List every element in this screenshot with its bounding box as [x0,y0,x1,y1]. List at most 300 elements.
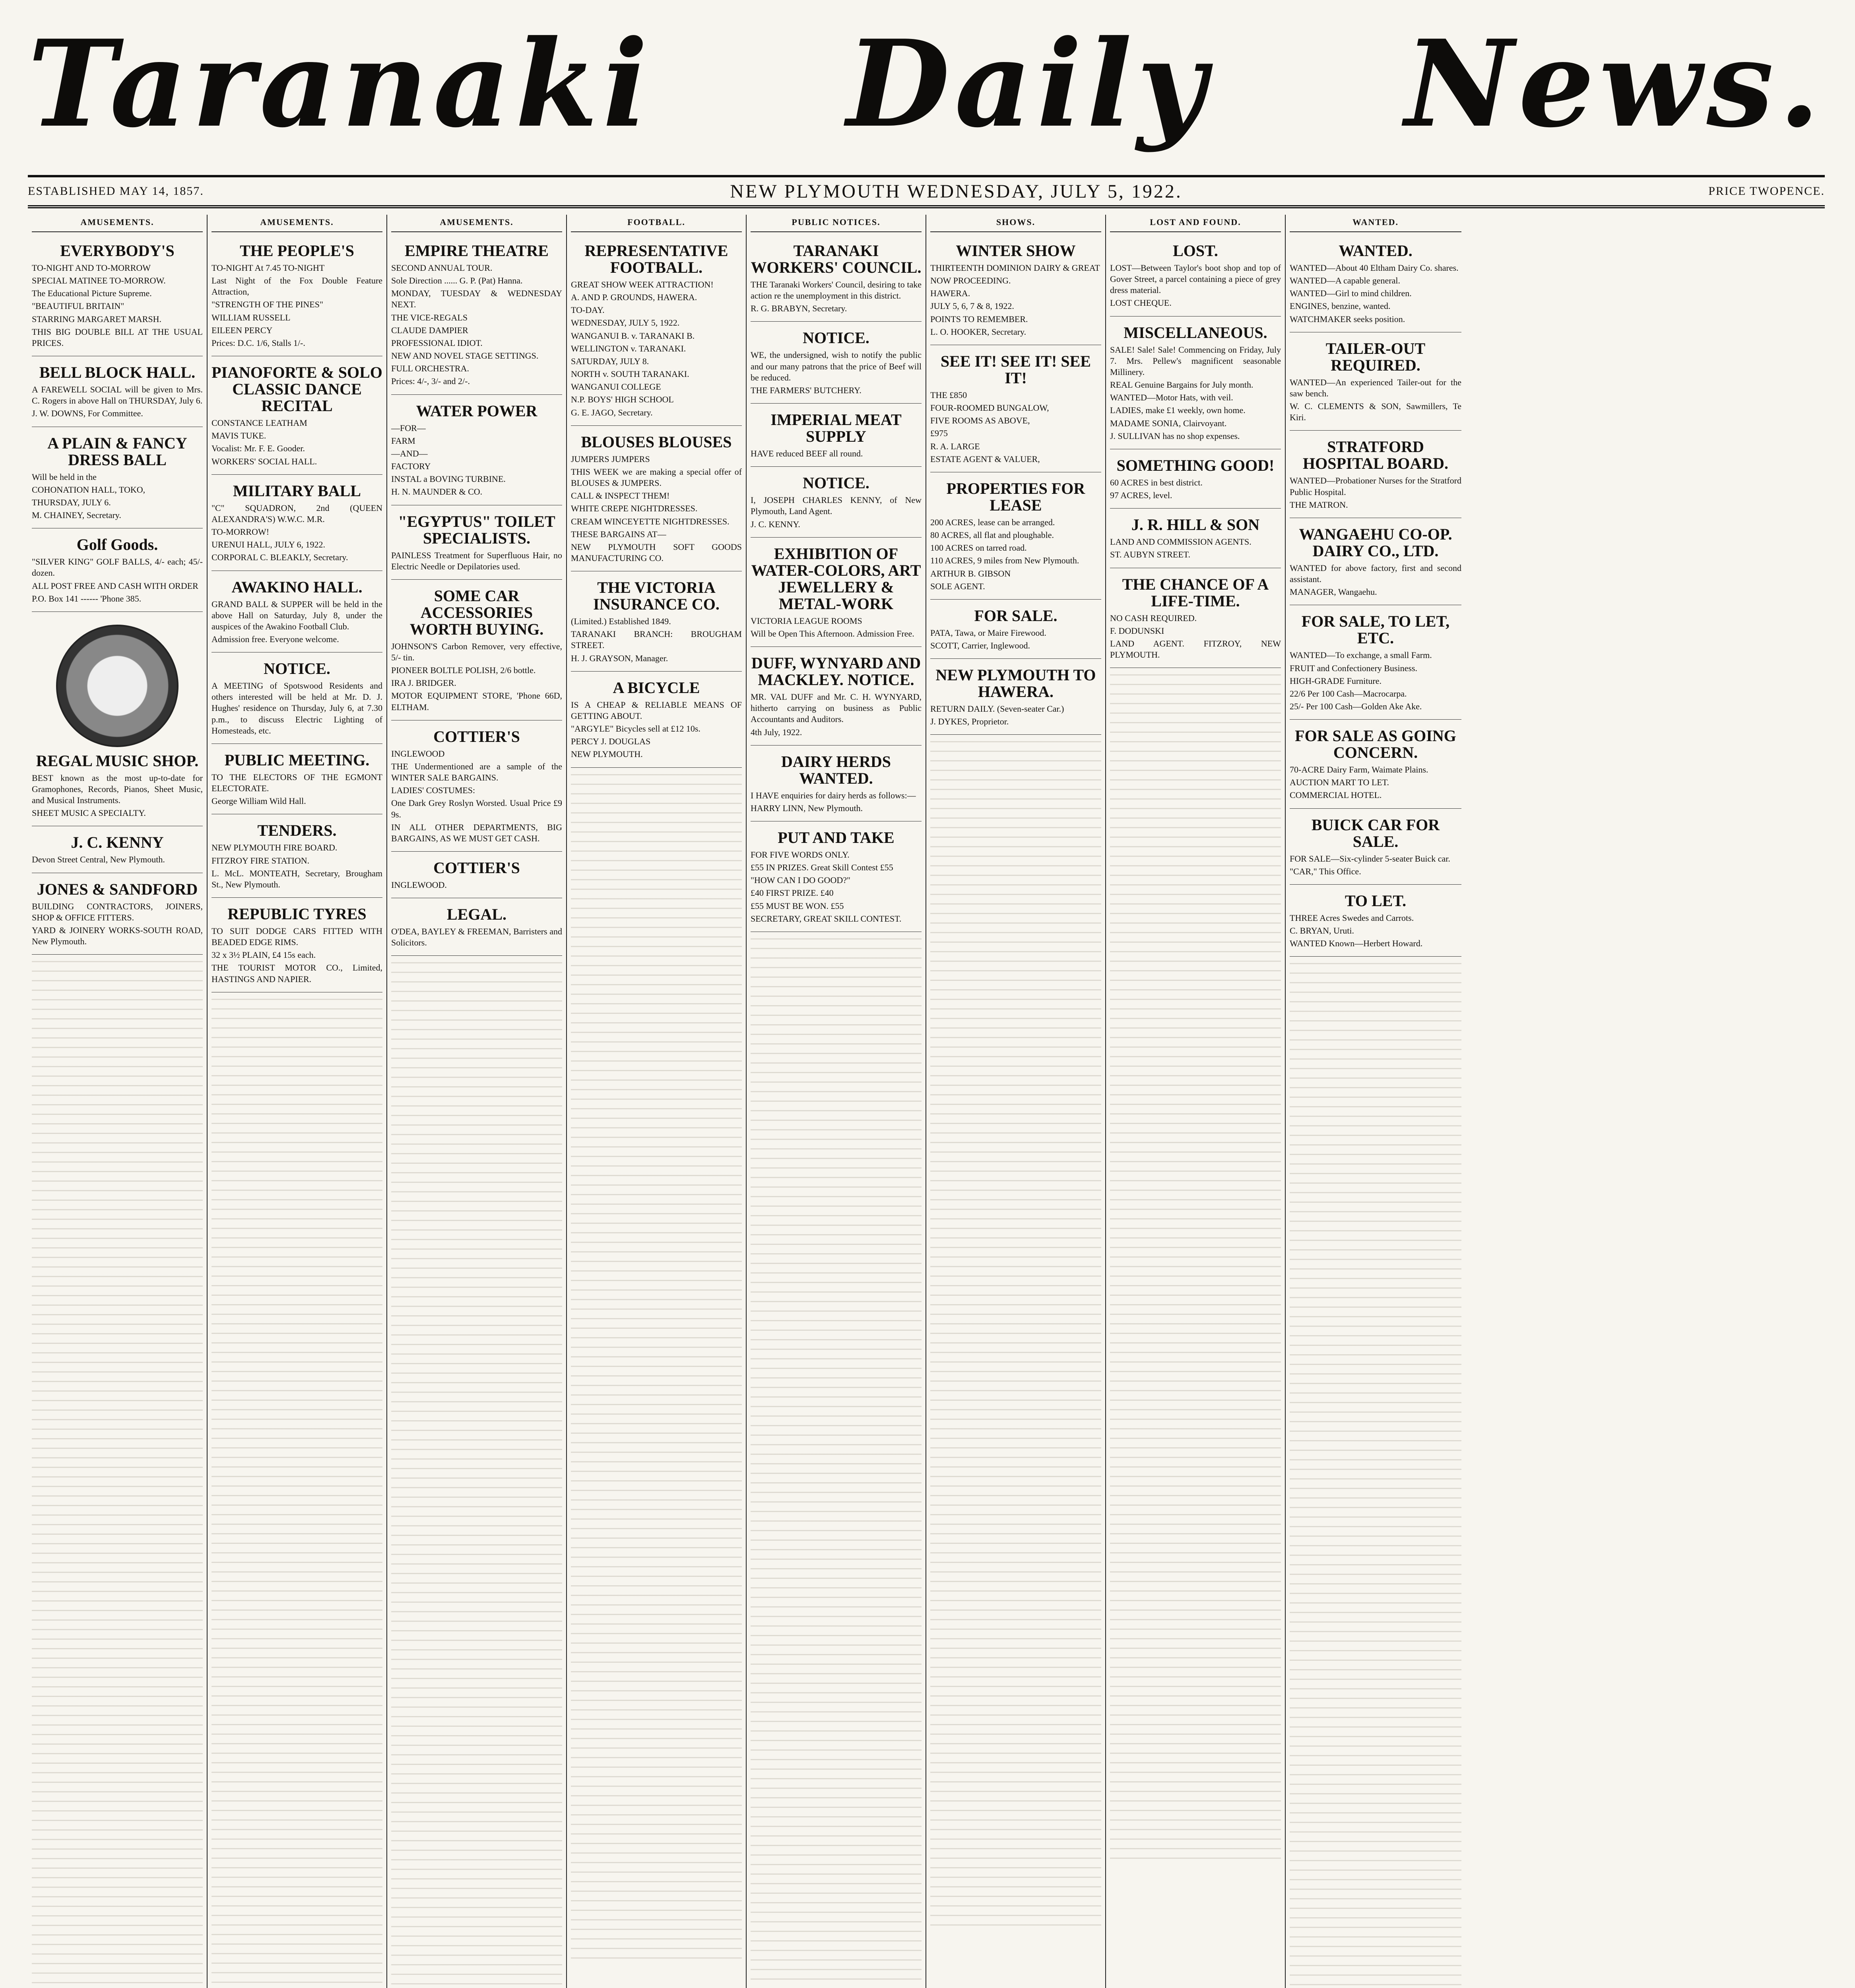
advertisement [751,650,922,746]
ad-line: TO-MORROW! [212,527,270,537]
ad-line: WANTED Known—Herbert Howard. [1290,938,1423,949]
ad-line: R. A. LARGE [930,441,980,451]
ad-line: JUMPERS JUMPERS [571,454,650,464]
ad-line: 100 ACRES on tarred road. [930,543,1027,553]
ad-title: TAILER-OUT REQUIRED. [1325,339,1426,374]
advertisement [751,749,922,821]
ad-line: NORTH v. SOUTH TARANAKI. [571,369,689,379]
ad-line: WEDNESDAY, JULY 5, 1922. [571,318,680,328]
ad-line: SATURDAY, JULY 8. [571,356,649,366]
ad-line: ENGINES, benzine, wanted. [1290,301,1391,311]
ad-line: INGLEWOOD. [391,880,447,890]
ad-line: LADIES' COSTUMES: [391,785,475,796]
advertisement [391,901,562,956]
ad-line: WELLINGTON v. TARANAKI. [571,343,686,353]
ad-line: WANTED—About 40 Eltham Dairy Co. shares. [1290,263,1459,273]
masthead [28,13,1825,154]
ad-line: A MEETING of Spotswood Residents and others interested will be held at Mr. D. J. Hughes' residence on Thursday, July 6, at 7.30 p.m., to discuss Electric Lighting of Homesteads, etc. [212,681,382,736]
ad-line: TO-NIGHT At 7.45 TO-NIGHT [212,263,325,273]
ad-title: TO LET. [1345,891,1407,910]
ad-line: J. SULLIVAN has no shop expenses. [1110,431,1240,441]
ad-line: SPECIAL MATINEE TO-MORROW. [32,276,166,286]
ad-line: J. C. KENNY. [751,519,800,529]
column-heading: AMUSEMENTS. [391,215,562,232]
advertisement [1110,512,1281,568]
ad-title: A BICYCLE [613,678,700,697]
ad-line: CORPORAL C. BLEAKLY, Secretary. [212,552,348,563]
ad-line: THIS BIG DOUBLE BILL AT THE USUAL PRICES. [32,326,203,348]
ad-title: COTTIER'S [433,859,520,877]
ad-line: STARRING MARGARET MARSH. [32,314,162,324]
ad-title: "EGYPTUS" TOILET SPECIALISTS. [398,512,555,547]
ad-line: TO SUIT DODGE CARS FITTED WITH BEADED EDGE RIMS. [212,926,382,947]
masthead-word-taranaki: Taranaki [28,13,653,154]
ad-title: WATER POWER [416,402,537,420]
ad-title: REPUBLIC TYRES [227,905,367,923]
ad-line: THREE Acres Swedes and Carrots. [1290,912,1414,923]
ad-line: ESTATE AGENT & VALUER, [930,454,1040,464]
ad-line: CREAM WINCEYETTE NIGHTDRESSES. [571,516,730,526]
ad-line: VICTORIA LEAGUE ROOMS [751,615,862,626]
ad-title: J. R. HILL & SON [1131,516,1260,534]
column-7 [1106,215,1286,1988]
issue-price: PRICE TWOPENCE. [1708,184,1825,198]
ad-line: Prices: 4/-, 3/- and 2/-. [391,376,470,386]
ad-line: YARD & JOINERY WORKS-SOUTH ROAD, New Plymouth. [32,925,203,947]
advertisement [930,603,1101,659]
advertisement [751,541,922,647]
ad-line: I, JOSEPH CHARLES KENNY, of New Plymouth, Land Agent. [751,495,922,516]
ad-line: NO CASH REQUIRED. [1110,613,1197,623]
ad-line: PATA, Tawa, or Maire Firewood. [930,627,1046,638]
advertisement [1290,336,1461,431]
ad-line: "ARGYLE" Bicycles sell at £12 10s. [571,724,700,734]
small-print-texture [1290,960,1461,1988]
column-heading: AMUSEMENTS. [212,215,382,232]
ad-line: WANTED—A capable general. [1290,276,1400,286]
ad-title: PIANOFORTE & SOLO CLASSIC DANCE RECITAL [212,363,382,415]
advertisement [32,430,203,529]
ad-title: SOME CAR ACCESSORIES WORTH BUYING. [409,586,544,638]
ad-title: MISCELLANEOUS. [1123,323,1267,342]
ad-line: SECOND ANNUAL TOUR. [391,263,493,273]
ad-line: COHONATION HALL, TOKO, [32,484,146,495]
ad-line: JOHNSON'S Carbon Remover, very effective, 5/- tin. [391,641,562,662]
masthead-word-news: News. [1405,13,1825,154]
advertisement [930,348,1101,472]
ad-title: PUBLIC MEETING. [224,751,370,769]
ad-line: LAND AGENT. FITZROY, NEW PLYMOUTH. [1110,638,1281,660]
ad-title: WINTER SHOW [956,242,1076,260]
advertisement [391,509,562,580]
ad-line: £40 FIRST PRIZE. £40 [751,888,834,898]
advertisement [32,359,203,427]
ad-line: WILLIAM RUSSELL [212,312,291,322]
ad-line: Prices: D.C. 1/6, Stalls 1/-. [212,338,305,348]
ad-line: POINTS TO REMEMBER. [930,314,1028,324]
ad-line: FOR SALE—Six-cylinder 5-seater Buick car. [1290,853,1450,864]
ad-title: FOR SALE, TO LET, ETC. [1301,612,1450,647]
ad-title: THE PEOPLE'S [240,242,354,260]
ad-line: GREAT SHOW WEEK ATTRACTION! [571,280,714,289]
ad-line: SECRETARY, GREAT SKILL CONTEST. [751,913,902,924]
ad-line: THURSDAY, JULY 6. [32,497,111,507]
ad-line: £55 MUST BE WON. £55 [751,901,844,911]
ad-line: £975 [930,428,948,439]
ad-title: MILITARY BALL [233,481,361,500]
advertisement [751,825,922,932]
ad-title: NOTICE. [803,329,869,347]
ad-line: SHEET MUSIC A SPECIALTY. [32,808,146,818]
ad-line: Will be held in the [32,472,97,482]
ad-line: FOR FIVE WORDS ONLY. [751,849,850,860]
ad-line: Will be Open This Afternoon. Admission Free. [751,628,914,639]
advertisement [751,325,922,404]
column-heading: LOST AND FOUND. [1110,215,1281,232]
ad-title: WANGAEHU CO-OP. DAIRY CO., LTD. [1299,525,1452,560]
ad-line: £55 IN PRIZES. Great Skill Contest £55 [751,862,893,873]
advertisement [391,398,562,505]
column-3 [387,215,567,1988]
ad-line: INSTAL a BOVING TURBINE. [391,474,506,484]
advertisement [1110,238,1281,316]
ad-line: I HAVE enquiries for dairy herds as follows:— [751,790,916,800]
advertisement [1110,452,1281,509]
advertisement [930,238,1101,345]
issue-dateline: NEW PLYMOUTH WEDNESDAY, JULY 5, 1922. [730,181,1182,202]
ad-line: THIS WEEK we are making a special offer of BLOUSES & JUMPERS. [571,466,742,488]
column-6 [926,215,1106,1988]
ad-line: WORKERS' SOCIAL HALL. [212,456,317,466]
ad-line: MR. VAL DUFF and Mr. C. H. WYNYARD, hitherto carrying on business as Public Accountants and Auditors. [751,692,922,724]
ad-title: STRATFORD HOSPITAL BOARD. [1303,438,1448,473]
ad-line: Last Night of the Fox Double Feature Attraction, [212,276,382,297]
ad-line: MOTOR EQUIPMENT STORE, 'Phone 66D, ELTHAM. [391,691,562,712]
ad-line: TARANAKI BRANCH: BROUGHAM STREET. [571,629,742,650]
ad-title: DAIRY HERDS WANTED. [781,752,891,787]
ad-line: "STRENGTH OF THE PINES" [212,299,323,310]
ad-line: "SILVER KING" GOLF BALLS, 4/- each; 45/- dozen. [32,557,203,578]
ad-line: WE, the undersigned, wish to notify the public and our many patrons that the price of Beef will be reduced. [751,350,922,382]
columns-container [28,215,1825,1988]
ad-line: JULY 5, 6, 7 & 8, 1922. [930,301,1014,311]
ad-title: FOR SALE. [974,606,1058,625]
advertisement [571,238,742,426]
ad-line: "HOW CAN I DO GOOD?" [751,875,850,885]
advertisement [751,407,922,467]
column-heading: SHOWS. [930,215,1101,232]
column-2 [208,215,387,1988]
advertisement [930,662,1101,735]
ad-title: A PLAIN & FANCY DRESS BALL [47,434,187,469]
ad-line: M. CHAINEY, Secretary. [32,510,121,520]
advertisement [391,238,562,395]
ad-line: G. E. JAGO, Secretary. [571,407,653,417]
his-masters-voice-logo [56,625,179,747]
small-print-texture [391,959,562,1988]
ad-line: L. McL. MONTEATH, Secretary, Brougham St., New Plymouth. [212,868,382,889]
ad-line: 22/6 Per 100 Cash—Macrocarpa. [1290,688,1407,699]
small-print-texture [751,935,922,1988]
advertisement [32,615,203,827]
small-print-texture [1110,671,1281,1864]
advertisement [571,675,742,768]
ad-line: HARRY LINN, New Plymouth. [751,803,863,813]
ad-line: WANTED—Probationer Nurses for the Stratford Public Hospital. [1290,476,1461,497]
column-4 [567,215,747,1988]
ad-title: NEW PLYMOUTH TO HAWERA. [935,666,1096,701]
ad-line: COMMERCIAL HOTEL. [1290,790,1382,800]
ad-line: R. G. BRABYN, Secretary. [751,303,847,314]
ad-line: L. O. HOOKER, Secretary. [930,326,1026,337]
ad-line: NEW AND NOVEL STAGE SETTINGS. [391,351,539,361]
ad-line: BEST known as the most up-to-date for Gramophones, Records, Pianos, Sheet Music, and Musical Instruments. [32,773,203,806]
advertisement [391,724,562,852]
column-heading: AMUSEMENTS. [32,215,203,232]
ad-title: AWAKINO HALL. [231,578,363,596]
ad-line: THE TOURIST MOTOR CO., Limited, HASTINGS AND NAPIER. [212,963,382,984]
ad-title: REGAL MUSIC SHOP. [36,751,199,770]
ad-title: NOTICE. [264,660,330,678]
column-5 [747,215,926,1988]
advertisement [32,238,203,356]
ad-line: 60 ACRES in best district. [1110,477,1203,487]
column-1 [28,215,208,1988]
ad-title: EMPIRE THEATRE [405,242,549,260]
ad-line: MADAME SONIA, Clairvoyant. [1110,418,1227,428]
ad-line: GRAND BALL & SUPPER will be held in the above Hall on Saturday, July 8, under the auspices of the Awakino Football Club. [212,599,382,631]
dateline-bar [28,175,1825,208]
ad-line: PERCY J. DOUGLAS [571,736,651,747]
ad-title: JONES & SANDFORD [37,880,198,898]
advertisement [212,574,382,653]
ad-line: 200 ACRES, lease can be arranged. [930,517,1055,527]
ad-line: H. N. MAUNDER & CO. [391,487,483,497]
advertisement [212,238,382,356]
ad-line: 97 ACRES, level. [1110,490,1172,501]
ad-line: "BEAUTIFUL BRITAIN" [32,301,124,311]
small-print-texture [930,738,1101,1931]
ad-line: FARM [391,435,415,446]
ad-line: WANGANUI B. v. TARANAKI B. [571,330,695,341]
ad-line: TO-DAY. [571,305,605,315]
ad-line: LOST—Between Taylor's boot shop and top of Gover Street, a parcel containing a piece of grey dress material. [1110,263,1281,295]
ad-line: TO-NIGHT AND TO-MORROW [32,263,151,273]
established-date: ESTABLISHED MAY 14, 1857. [28,184,204,198]
small-print-texture [212,996,382,1988]
ad-title: LEGAL. [446,905,507,924]
advertisement [930,476,1101,600]
ad-title: EXHIBITION OF WATER-COLORS, ART JEWELLERY & METAL-WORK [751,544,921,613]
ad-line: MANAGER, Wangaehu. [1290,587,1377,597]
ad-title: Golf Goods. [76,536,158,554]
ad-line: Sole Direction ...... G. P. (Pat) Hanna. [391,276,523,286]
ad-line: F. DODUNSKI [1110,625,1164,636]
ad-line: PIONEER BOLTLE POLISH, 2/6 bottle. [391,665,536,676]
ad-line: ARTHUR B. GIBSON [930,568,1011,579]
ad-title: PUT AND TAKE [778,828,895,846]
ad-line: THE VICE-REGALS [391,312,468,322]
ad-line: WANGANUI COLLEGE [571,382,661,392]
ad-title: THE VICTORIA INSURANCE CO. [593,579,720,613]
advertisement [1290,723,1461,808]
advertisement [391,855,562,898]
ad-title: BELL BLOCK HALL. [39,363,196,382]
advertisement [751,470,922,537]
ad-line: ALL POST FREE AND CASH WITH ORDER [32,580,198,591]
advertisement [212,359,382,475]
ad-title: NOTICE. [803,474,869,492]
ad-line: "C" SQUADRON, 2nd (QUEEN ALEXANDRA'S) W.W.C. M.R. [212,503,382,524]
ad-line: Devon Street Central, New Plymouth. [32,854,165,865]
ad-line: H. J. GRAYSON, Manager. [571,653,668,663]
ad-line: FULL ORCHESTRA. [391,363,469,374]
masthead-word-daily: Daily [846,13,1211,154]
advertisement [212,656,382,744]
ad-line: 4th July, 1922. [751,727,802,737]
ad-line: NOW PROCEEDING. [930,276,1011,286]
ad-line: —FOR— [391,423,426,433]
ad-line: SCOTT, Carrier, Inglewood. [930,640,1030,650]
ad-line: FACTORY [391,461,431,472]
ad-line: N.P. BOYS' HIGH SCHOOL [571,394,674,405]
ad-title: COTTIER'S [433,727,520,746]
ad-line: WANTED for above factory, first and second assistant. [1290,563,1461,584]
ad-title: WANTED. [1339,242,1413,260]
ad-line: Vocalist: Mr. F. E. Gooder. [212,443,305,454]
advertisement [1290,238,1461,332]
small-print-texture [32,958,203,1988]
ad-line: FRUIT and Confectionery Business. [1290,663,1418,673]
ad-line: FITZROY FIRE STATION. [212,855,310,866]
ad-line: THIRTEENTH DOMINION DAIRY & GREAT [930,263,1100,273]
ad-line: O'DEA, BAYLEY & FREEMAN, Barristers and Solicitors. [391,926,562,948]
ad-line: CLAUDE DAMPIER [391,325,468,335]
ad-line: THE FARMERS' BUTCHERY. [751,385,862,395]
ad-line: 80 ACRES, all flat and ploughable. [930,530,1054,540]
advertisement [571,575,742,672]
ad-title: EVERYBODY'S [60,242,175,260]
ad-line: WANTED—To exchange, a small Farm. [1290,650,1432,660]
advertisement [32,532,203,612]
ad-line: THE Taranaki Workers' Council, desiring to take action re the unemployment in this district. [751,280,922,301]
ad-title: BUICK CAR FOR SALE. [1311,815,1440,850]
ad-title: SOMETHING GOOD! [1116,456,1275,474]
column-heading: WANTED. [1290,215,1461,232]
column-heading: FOOTBALL. [571,215,742,232]
advertisement [32,876,203,955]
ad-line: EILEEN PERCY [212,325,273,335]
advertisement [1110,571,1281,668]
ad-line: RETURN DAILY. (Seven-seater Car.) [930,704,1064,714]
advertisement [32,829,203,873]
ad-line: MAVIS TUKE. [212,431,266,441]
ad-line: HAWERA. [930,288,970,299]
ad-line: P.O. Box 141 ------ 'Phone 385. [32,593,142,604]
ad-line: NEW PLYMOUTH SOFT GOODS MANUFACTURING CO. [571,542,742,563]
advertisement [391,583,562,720]
ad-title: BLOUSES BLOUSES [581,433,732,451]
ad-line: SALE! Sale! Sale! Commencing on Friday, July 7. Mrs. Pellew's magnificent seasonable Millinery. [1110,344,1281,377]
ad-line: IRA J. BRIDGER. [391,678,456,688]
advertisement [571,429,742,571]
ad-line: TO THE ELECTORS OF THE EGMONT ELECTORATE. [212,772,382,794]
ad-line: —AND— [391,448,428,458]
ad-line: THE £850 [930,390,967,400]
ad-line: The Educational Picture Supreme. [32,288,152,299]
ad-line: BUILDING CONTRACTORS, JOINERS, SHOP & OFFICE FITTERS. [32,901,203,922]
ad-line: ST. AUBYN STREET. [1110,549,1191,560]
ad-line: NEW PLYMOUTH FIRE BOARD. [212,843,338,853]
ad-line: THE MATRON. [1290,499,1348,510]
ad-title: THE CHANCE OF A LIFE-TIME. [1122,575,1269,610]
ad-title: FOR SALE AS GOING CONCERN. [1295,727,1456,762]
ad-line: NEW PLYMOUTH. [571,749,643,759]
small-print-texture [571,771,742,1964]
ad-line: LOST CHEQUE. [1110,298,1172,308]
ad-line: 32 x 3½ PLAIN, £4 15s each. [212,950,316,960]
ad-line: CALL & INSPECT THEM! [571,491,670,501]
ad-line: C. BRYAN, Uruti. [1290,926,1354,936]
ad-line: URENUI HALL, JULY 6, 1922. [212,540,326,550]
ad-title: REPRESENTATIVE FOOTBALL. [584,242,728,276]
advertisement [1110,320,1281,449]
ad-line: George William Wild Hall. [212,796,306,806]
ad-line: INGLEWOOD [391,748,445,759]
ad-line: J. DYKES, Proprietor. [930,716,1009,727]
ad-line: REAL Genuine Bargains for July month. [1110,380,1253,390]
ad-line: WANTED—An experienced Tailer-out for the saw bench. [1290,377,1461,398]
advertisement [1290,812,1461,885]
ad-line: FIVE ROOMS AS ABOVE, [930,415,1030,426]
ad-line: Admission free. Everyone welcome. [212,634,339,644]
ad-line: IN ALL OTHER DEPARTMENTS, BIG BARGAINS, AS WE MUST GET CASH. [391,822,562,843]
ad-line: A. AND P. GROUNDS, HAWERA. [571,292,697,303]
ad-title: DUFF, WYNYARD AND MACKLEY. NOTICE. [751,654,921,689]
ad-line: WANTED—Girl to mind children. [1290,288,1412,299]
ad-line: SOLE AGENT. [930,581,985,591]
ad-line: LAND AND COMMISSION AGENTS. [1110,537,1252,547]
ad-line: AUCTION MART TO LET. [1290,777,1389,788]
advertisement [751,238,922,322]
ad-title: TARANAKI WORKERS' COUNCIL. [751,242,922,276]
ad-line: A FAREWELL SOCIAL will be given to Mrs. C. Rogers in above Hall on THURSDAY, July 6. [32,384,203,406]
ad-line: WANTED—Motor Hats, with veil. [1110,392,1233,403]
ad-line: 110 ACRES, 9 miles from New Plymouth. [930,555,1079,566]
ad-line: 25/- Per 100 Cash—Golden Ake Ake. [1290,701,1422,711]
ad-line: One Dark Grey Roslyn Worsted. Usual Price £9 9s. [391,798,562,819]
advertisement [212,747,382,814]
ad-line: WHITE CREPE NIGHTDRESSES. [571,503,698,514]
ad-line: THESE BARGAINS AT— [571,529,666,539]
column-8 [1286,215,1465,1988]
ad-line: HIGH-GRADE Furniture. [1290,676,1382,686]
ad-title: TENDERS. [257,821,337,840]
advertisement [212,901,382,992]
ad-title: SEE IT! SEE IT! SEE IT! [941,352,1091,387]
column-heading: PUBLIC NOTICES. [751,215,922,232]
ad-line: WATCHMAKER seeks position. [1290,314,1405,324]
ad-line: "CAR," This Office. [1290,866,1361,876]
ad-line: (Limited.) Established 1849. [571,616,671,627]
ad-line: LADIES, make £1 weekly, own home. [1110,405,1246,415]
ad-line: IS A CHEAP & RELIABLE MEANS OF GETTING ABOUT. [571,699,742,721]
ad-line: PROFESSIONAL IDIOT. [391,338,483,348]
ad-line: THE Undermentioned are a sample of the WINTER SALE BARGAINS. [391,761,562,783]
ad-line: J. W. DOWNS, For Committee. [32,408,143,419]
ad-title: LOST. [1173,242,1218,260]
ad-line: 70-ACRE Dairy Farm, Waimate Plains. [1290,765,1428,775]
